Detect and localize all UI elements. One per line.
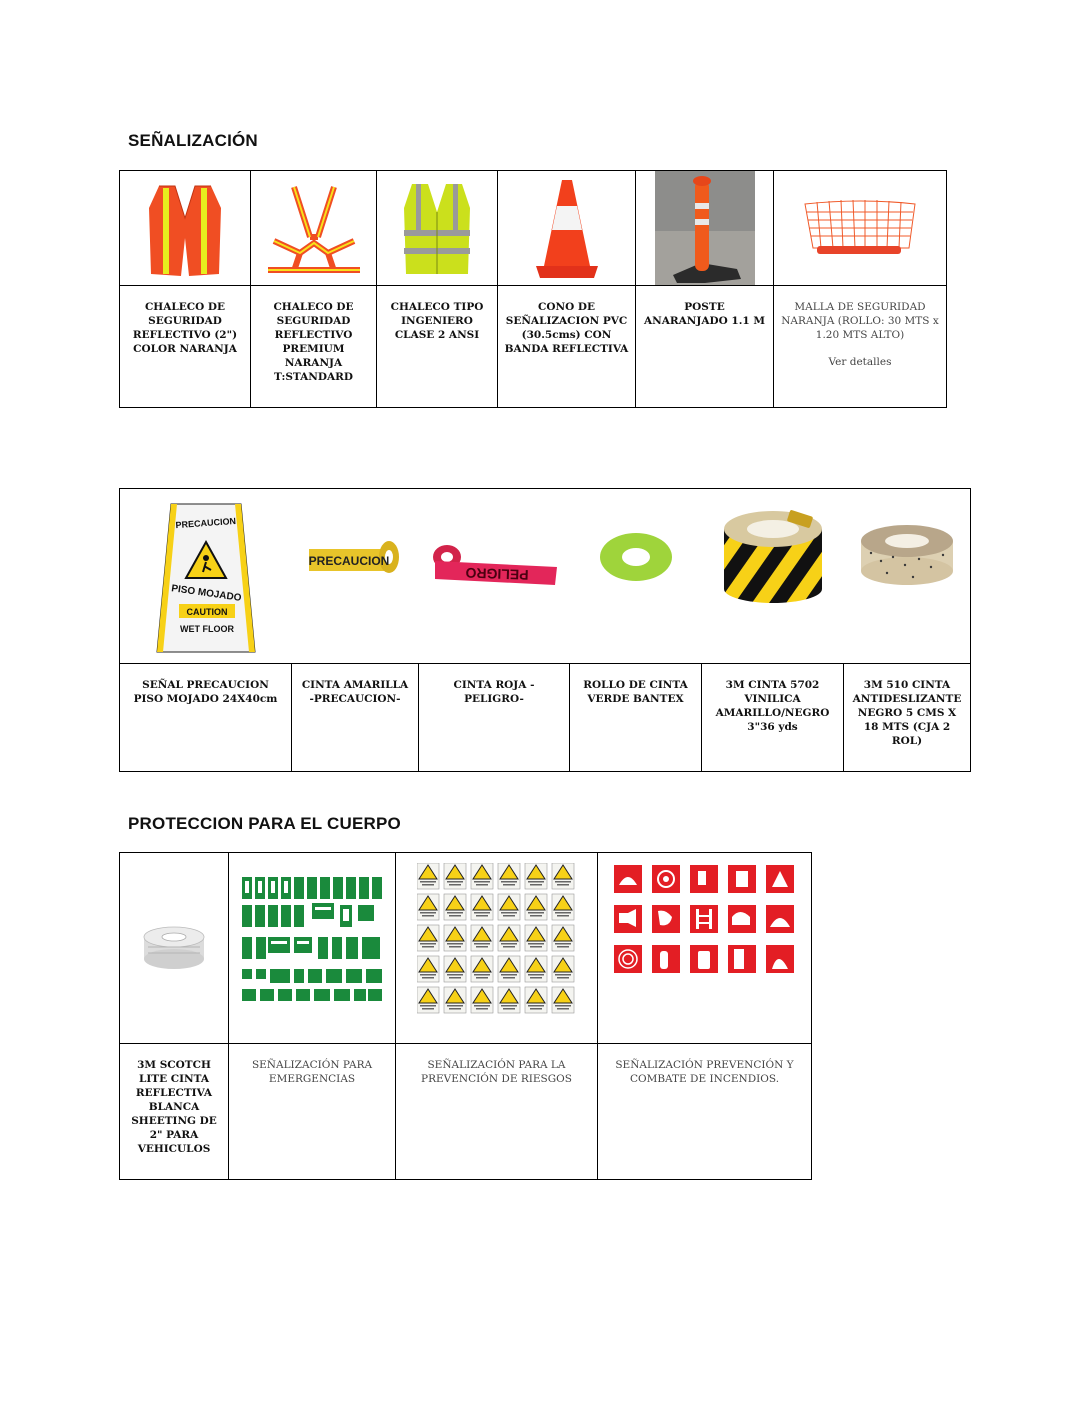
antislip-tape-icon	[857, 519, 957, 589]
product-caption: CINTA AMARILLA -PRECAUCION-	[301, 679, 409, 705]
product-image-cell	[702, 489, 844, 664]
hazard-tape-icon	[718, 505, 828, 605]
wet-floor-sign-icon	[151, 496, 261, 656]
product-caption: CHALECO DE SEGURIDAD REFLECTIVO (2") COLOR NARANJA	[132, 301, 238, 355]
product-image-cell	[251, 171, 377, 286]
caption-text: MALLA DE SEGURIDAD NARANJA (ROLLO: 30 MTS x 1.20 MTS ALTO)	[781, 301, 939, 341]
risk-signs-icon	[417, 863, 577, 1015]
tape-text: PRECAUCION	[308, 554, 390, 568]
product-image-cell	[419, 489, 570, 664]
product-image-cell	[498, 171, 636, 286]
product-image-cell	[120, 171, 251, 286]
product-caption: SEÑALIZACIÓN PREVENCIÓN Y COMBATE DE INCENDIOS.	[615, 1059, 794, 1085]
green-tape-icon	[596, 527, 676, 587]
product-caption	[774, 286, 946, 369]
product-image-cell	[598, 853, 812, 1044]
orange-vest-icon	[145, 178, 225, 278]
product-caption: ROLLO DE CINTA VERDE BANTEX	[583, 679, 688, 705]
product-image-cell	[120, 853, 229, 1044]
product-image-cell	[774, 171, 947, 286]
product-image-cell	[120, 489, 292, 664]
product-caption: POSTE ANARANJADO 1.1 M	[644, 301, 765, 327]
product-caption: SEÑALIZACIÓN PARA EMERGENCIAS	[251, 1059, 373, 1085]
product-image-cell	[844, 489, 971, 664]
product-caption: 3M SCOTCH LITE CINTA REFLECTIVA BLANCA SHEETING DE 2" PARA VEHICULOS	[131, 1059, 217, 1155]
sign-mid-text: PISO MOJADO	[170, 583, 242, 604]
product-image-cell	[396, 853, 598, 1044]
yellow-tape-icon	[305, 539, 405, 579]
yellow-vest-icon	[402, 178, 472, 278]
product-caption: CONO DE SEÑALIZACION PVC (30.5cms) CON BANDA REFLECTIVA	[504, 301, 629, 355]
reflective-tape-icon	[138, 923, 210, 973]
emergency-signs-icon	[242, 877, 382, 1001]
product-image-cell	[636, 171, 774, 286]
senalizacion-table	[119, 170, 947, 408]
sign-wet-text: WET FLOOR	[179, 624, 234, 634]
product-image-cell	[570, 489, 702, 664]
product-caption: CHALECO DE SEGURIDAD REFLECTIVO PREMIUM NARANJA T:STANDARD	[273, 301, 354, 383]
tape-text: PELIGRO	[464, 564, 529, 584]
product-image-cell	[229, 853, 396, 1044]
fire-signs-icon	[614, 865, 796, 977]
product-caption: CHALECO TIPO INGENIERO CLASE 2 ANSI	[390, 301, 484, 341]
traffic-cone-icon	[532, 176, 602, 281]
sign-caution-text: CAUTION	[186, 607, 228, 617]
safety-mesh-icon	[803, 198, 918, 258]
product-caption: SEÑAL PRECAUCION PISO MOJADO 24X40cm	[133, 679, 278, 705]
product-image-cell	[377, 171, 498, 286]
product-image-cell	[292, 489, 419, 664]
section-heading-senalizacion: SEÑALIZACIÓN	[128, 131, 258, 150]
product-caption: 3M 510 CINTA ANTIDESLIZANTE NEGRO 5 CMS X 18 MTS (CJA 2 ROL)	[852, 679, 962, 747]
product-caption: CINTA ROJA -PELIGRO-	[453, 679, 535, 705]
harness-vest-icon	[264, 181, 364, 276]
section-heading-proteccion: PROTECCION PARA EL CUERPO	[128, 814, 401, 833]
proteccion-table	[119, 852, 812, 1180]
product-caption: 3M CINTA 5702 VINILICA AMARILLO/NEGRO 3"36 yds	[715, 679, 830, 733]
sign-top-text: PRECAUCION	[175, 515, 237, 531]
red-tape-icon	[427, 539, 562, 587]
orange-post-icon	[655, 171, 755, 285]
product-caption: SEÑALIZACIÓN PARA LA PREVENCIÓN DE RIESGOS	[421, 1059, 572, 1085]
tapes-table	[119, 488, 971, 772]
see-details-link[interactable]: Ver detalles	[828, 356, 892, 368]
